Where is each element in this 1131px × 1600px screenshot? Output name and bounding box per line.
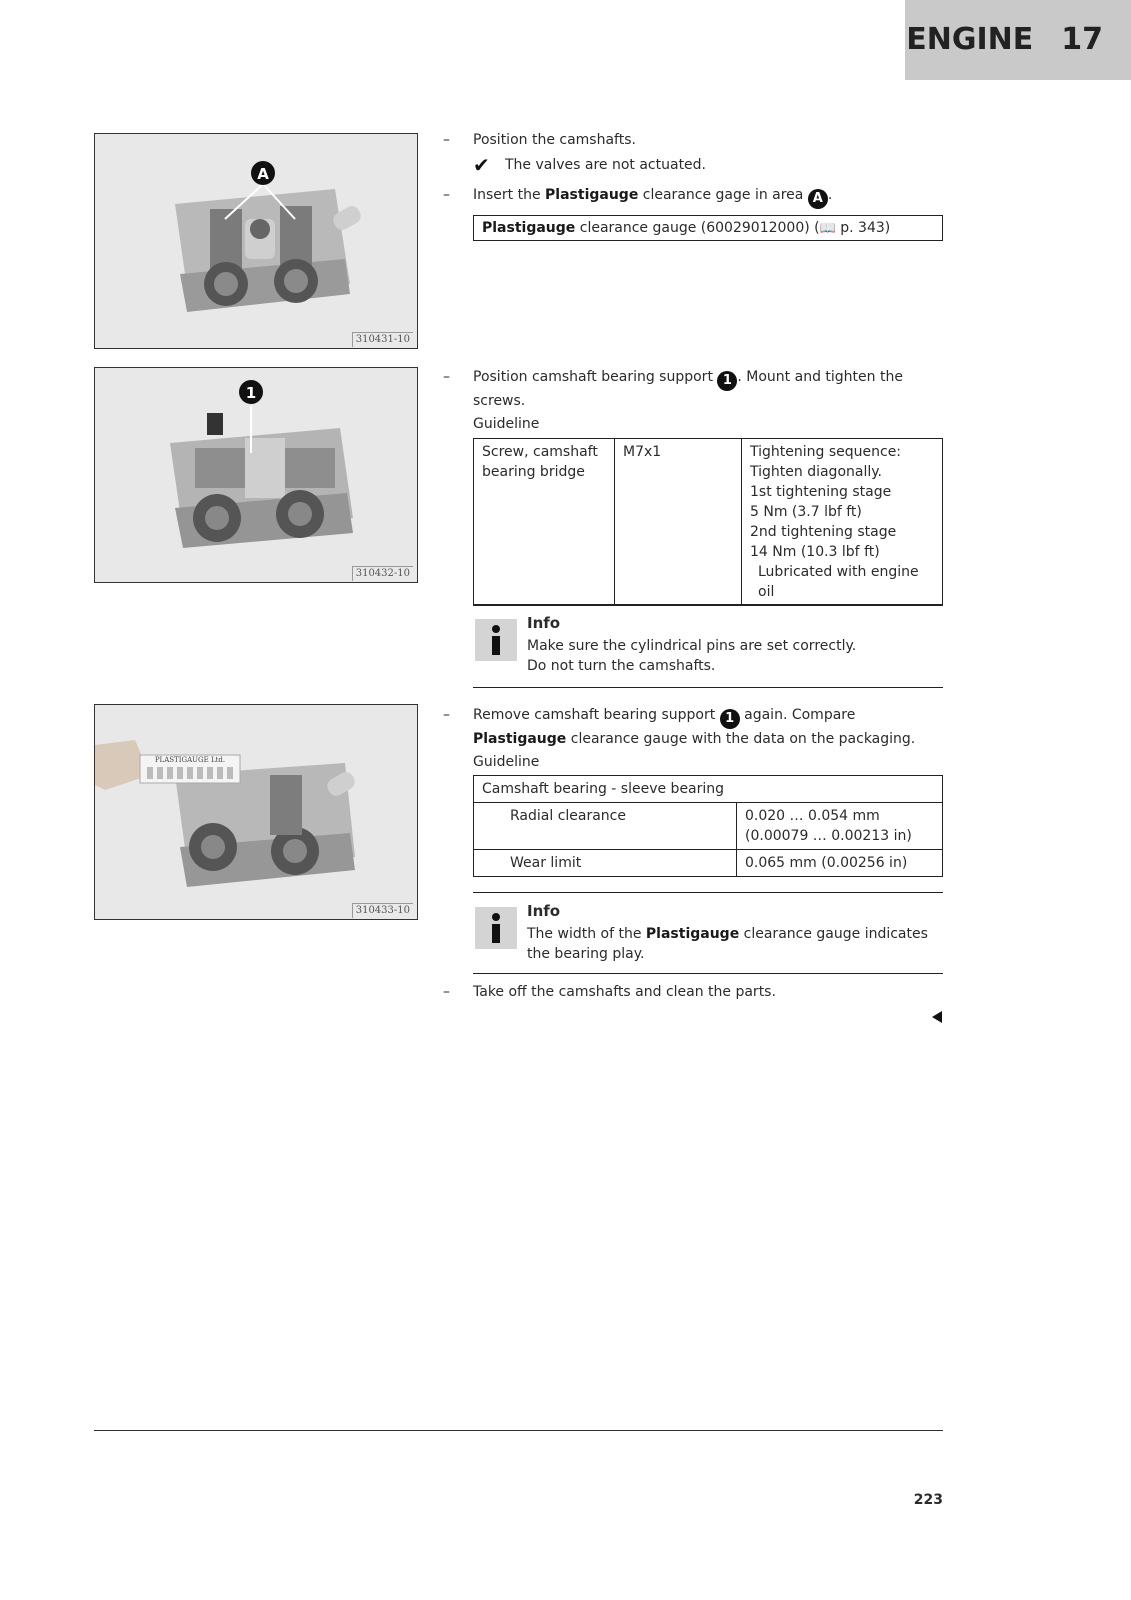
info-box: [473, 604, 943, 688]
book-reference-icon: 📖: [819, 221, 836, 236]
table-cell: Radial clearance: [474, 803, 737, 850]
marker-1: 1: [720, 709, 740, 729]
figure-plastigauge-compare: [94, 704, 418, 920]
figure-code: 310433-10: [352, 903, 413, 918]
step-dash: –: [443, 984, 450, 1000]
info-box: [473, 892, 943, 974]
packet-label: PLASTIGAUGE Ltd.: [154, 756, 226, 764]
engine-head-illustration: [95, 705, 418, 920]
table-cell: 0.020 … 0.054 mm (0.00079 … 0.00213 in): [737, 803, 943, 850]
engine-head-illustration: [95, 134, 418, 349]
chapter-number: 17: [1061, 22, 1103, 57]
step-remove-bearing-support: Remove camshaft bearing support 1 again. Compare Plastigauge clearance gauge with the data on the packaging.: [473, 707, 916, 747]
figure-bearing-support: [94, 367, 418, 583]
step-position-bearing-support: Position camshaft bearing support 1 . Mount and tighten the screws.: [473, 369, 903, 409]
info-icon: [475, 619, 517, 661]
figure-callout-1: 1: [245, 384, 257, 402]
page-number: 223: [913, 1492, 943, 1508]
checkmark-icon: ✔: [473, 153, 490, 177]
clearance-spec-table: [473, 775, 943, 877]
table-row: [474, 850, 943, 877]
info-title: Info: [527, 614, 561, 632]
step-dash: –: [443, 369, 450, 385]
table-cell: Tightening sequence: Tighten diagonally. 1st tightening stage 5 Nm (3.7 lbf ft) 2nd tightening stage 14 Nm (10.3 lbf ft) Lubricated with engine oil: [742, 439, 943, 606]
info-icon: [475, 907, 517, 949]
marker-a: A: [808, 189, 828, 209]
chapter-title: ENGINE: [906, 22, 1034, 57]
special-tool-box: Plastigauge clearance gauge (60029012000) (📖 p. 343): [473, 215, 943, 241]
table-cell: 0.065 mm (0.00256 in): [737, 850, 943, 877]
figure-camshafts-positioned: [94, 133, 418, 349]
info-body: Make sure the cylindrical pins are set correctly. Do not turn the camshafts.: [527, 638, 857, 674]
guideline-label: Guideline: [473, 416, 540, 432]
table-row: [474, 803, 943, 850]
info-title: Info: [527, 902, 561, 920]
table-cell: M7x1: [615, 439, 742, 606]
footer-divider: [94, 1430, 943, 1431]
step-dash: –: [443, 132, 450, 148]
table-cell: Screw, camshaft bearing bridge: [474, 439, 615, 606]
step-take-off-camshafts: Take off the camshafts and clean the parts.: [473, 984, 776, 1000]
step-dash: –: [443, 707, 450, 723]
step-dash: –: [443, 187, 450, 203]
chapter-tab: [905, 0, 1131, 80]
figure-callout-a: A: [257, 165, 269, 183]
guideline-label: Guideline: [473, 754, 540, 770]
table-cell: Wear limit: [474, 850, 737, 877]
tightening-spec-table: [473, 438, 943, 606]
step-result: The valves are not actuated.: [505, 157, 707, 173]
step-position-camshafts: Position the camshafts.: [473, 132, 636, 148]
figure-code: 310431-10: [352, 332, 413, 347]
figure-code: 310432-10: [352, 566, 413, 581]
info-body: The width of the Plastigauge clearance gauge indicates the bearing play.: [527, 926, 928, 962]
engine-head-illustration: [95, 368, 418, 583]
marker-1: 1: [717, 371, 737, 391]
table-header: Camshaft bearing - sleeve bearing: [474, 776, 943, 803]
end-of-section-icon: [932, 1011, 942, 1023]
step-insert-plastigauge: Insert the Plastigauge clearance gage in area A .: [473, 185, 943, 209]
